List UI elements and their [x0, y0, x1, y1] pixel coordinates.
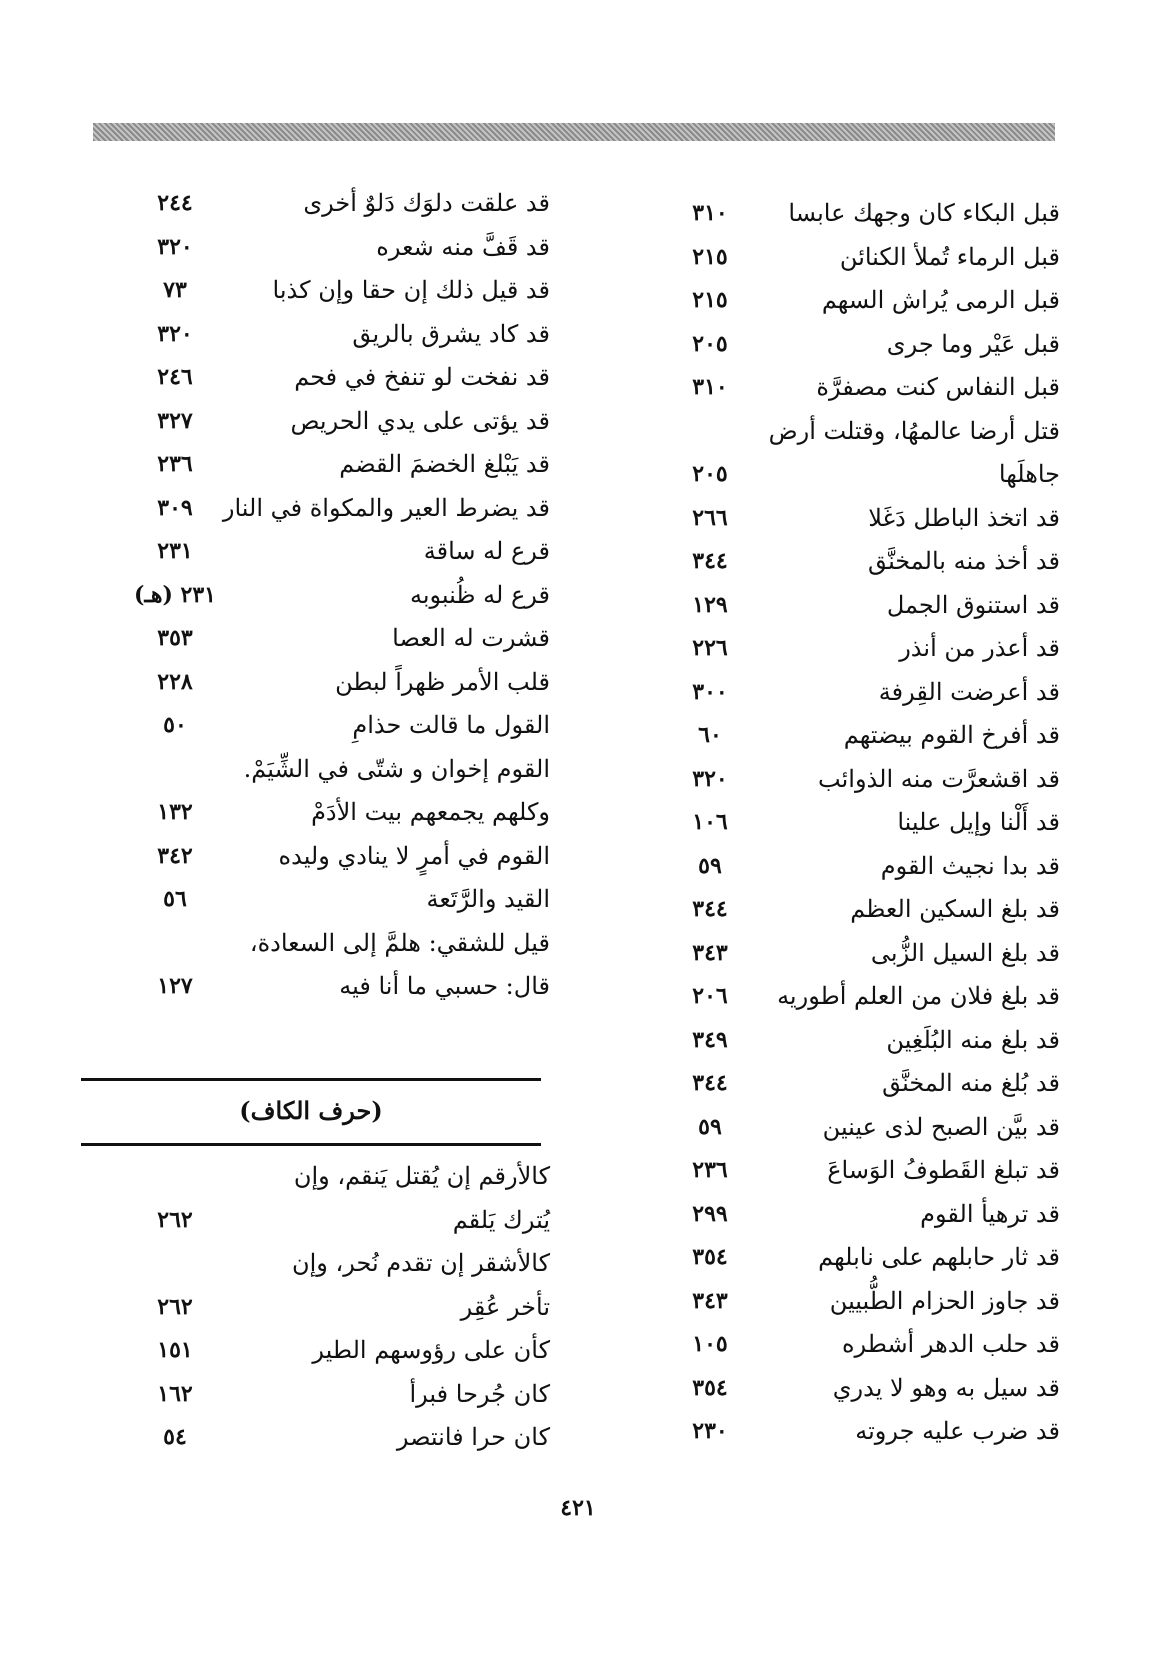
entry-page-number: ٣٤٢ — [157, 842, 193, 869]
index-entry — [80, 356, 580, 400]
section-rule-top — [81, 1078, 541, 1081]
entry-page-number: ٣٥٤ — [692, 1374, 728, 1401]
entry-page-number: ٢٢٦ — [692, 635, 728, 661]
index-entry — [650, 366, 1060, 410]
index-entry — [80, 182, 580, 226]
entry-page-number: ٢٦٦ — [692, 504, 728, 531]
index-entry — [650, 1019, 1060, 1063]
entry-text: كالأشقر إن تقدم نُحر، وإن — [291, 1249, 550, 1277]
entry-text: قد أعرضت القِرفة — [878, 677, 1060, 706]
entry-page-number: ٣٥٣ — [157, 625, 193, 651]
index-entry — [650, 410, 1060, 454]
entry-page-number: ٣٤٣ — [692, 1287, 728, 1314]
entry-text: قد بدا نجيث القوم — [880, 851, 1060, 880]
entry-page-number: ٢٤٤ — [157, 190, 193, 216]
entry-page-number: ٣٠٩ — [157, 494, 193, 521]
entry-page-number: ٢٠٥ — [692, 330, 728, 357]
index-entry — [650, 279, 1060, 323]
entry-page-number: ٣٢٧ — [157, 407, 193, 434]
entry-text: قد اتخذ الباطل دَغَلا — [868, 503, 1060, 532]
entry-text: قد تبلغ القَطوفُ الوَساعَ — [827, 1156, 1060, 1184]
entry-text: قرع له ساقة — [423, 537, 550, 565]
entry-text: قد بُلغ منه المخنَّق — [882, 1069, 1060, 1097]
index-entry — [650, 888, 1060, 932]
entry-text: كان حرا فانتصر — [396, 1423, 550, 1451]
index-entry — [650, 453, 1060, 497]
entry-page-number: ٢٣١ — [157, 538, 193, 564]
entry-text: كان جُرحا فبرأ — [409, 1379, 550, 1408]
index-entry — [650, 1106, 1060, 1150]
entry-page-number: ٣٤٩ — [692, 1026, 728, 1053]
entry-text: قد نفخت لو تنفخ في فحم — [294, 363, 550, 391]
entry-text: قد جاوز الحزام الطُّبيين — [829, 1286, 1060, 1315]
index-entry — [650, 627, 1060, 671]
entry-page-number: ١٠٥ — [692, 1331, 728, 1357]
index-entry — [80, 1286, 580, 1330]
index-column-right — [650, 192, 1060, 1454]
index-entry — [650, 1323, 1060, 1367]
entry-text: قد ترهيأ القوم — [920, 1199, 1060, 1228]
index-entry — [80, 835, 580, 879]
entry-text: قد بيَّن الصبح لذى عينين — [822, 1112, 1060, 1141]
entry-page-number: ٢٢٨ — [157, 668, 193, 695]
index-entry — [80, 443, 580, 487]
entry-page-number: ٣٤٤ — [692, 548, 728, 574]
entry-text: قد أعذر من أنذر — [899, 634, 1060, 662]
entry-page-number: ١٦٢ — [157, 1380, 193, 1407]
entry-page-number: ٥٩ — [698, 1113, 722, 1140]
index-entry — [650, 714, 1060, 758]
entry-text: قبل الرماء تُملأ الكنائن — [839, 242, 1060, 271]
entry-text: قد بلغ السكين العظم — [850, 895, 1060, 923]
entry-page-number: ٢١٥ — [692, 287, 728, 313]
index-entry — [650, 236, 1060, 280]
entry-page-number: ١٢٧ — [157, 973, 193, 999]
entry-page-number: ٣٤٤ — [692, 896, 728, 922]
index-entry — [80, 1199, 580, 1243]
index-entry — [80, 661, 580, 705]
index-entry — [650, 932, 1060, 976]
header-bar — [93, 123, 1055, 141]
entry-page-number: ٥٦ — [163, 886, 187, 912]
entry-page-number: ٣٢٠ — [692, 765, 728, 792]
entry-text: قبل النفاس كنت مصفرَّة — [816, 373, 1060, 401]
index-entry — [80, 791, 580, 835]
entry-text: قد يضرط العير والمكواة في النار — [222, 493, 550, 522]
entry-text: كأن على رؤوسهم الطير — [312, 1336, 550, 1364]
entry-page-number: ٧٣ — [163, 277, 187, 303]
entry-page-number: ٣٥٤ — [692, 1244, 728, 1270]
index-entry — [80, 530, 580, 574]
entry-text: القوم في أمرٍ لا ينادي وليده — [278, 841, 550, 870]
index-entry — [80, 617, 580, 661]
entry-text: وكلهم يجمعهم بيت الأدَمْ — [311, 798, 550, 826]
page-number: ٤٢١ — [560, 1495, 596, 1521]
entry-text: قد كاد يشرق بالريق — [352, 319, 550, 348]
index-entry — [80, 269, 580, 313]
index-entry — [650, 845, 1060, 889]
index-entry — [80, 487, 580, 531]
entry-text: قتل أرضا عالمهُا، وقتلت أرض — [768, 416, 1060, 445]
section-rule-bottom — [81, 1143, 541, 1146]
entry-text: قلب الأمر ظهراً لبطن — [335, 667, 550, 696]
entry-page-number: ٥٠ — [163, 712, 187, 738]
index-entry — [650, 192, 1060, 236]
index-entry — [650, 975, 1060, 1019]
entry-text: قد أَلْنا وإيل علينا — [897, 808, 1060, 836]
index-column-left-bottom — [80, 1155, 580, 1460]
entry-text: قد اقشعرَّت منه الذوائب — [818, 764, 1060, 793]
entry-page-number: ٢١٥ — [692, 243, 728, 270]
index-entry — [80, 574, 580, 618]
entry-page-number: ٥٩ — [698, 852, 722, 879]
index-entry — [80, 226, 580, 270]
entry-page-number: ١٥١ — [157, 1337, 193, 1363]
index-entry — [650, 1062, 1060, 1106]
index-entry — [650, 323, 1060, 367]
entry-page-number: ٣٠٠ — [692, 678, 728, 705]
entry-text: قال: حسبي ما أنا فيه — [339, 972, 550, 1000]
entry-page-number: ١٢٩ — [692, 591, 728, 618]
entry-text: قد سيل به وهو لا يدري — [832, 1373, 1060, 1402]
entry-text: قد استنوق الجمل — [886, 590, 1060, 619]
entry-page-number: ٣٢٠ — [157, 320, 193, 347]
index-entry — [650, 497, 1060, 541]
index-entry — [650, 584, 1060, 628]
entry-text: قد ضرب عليه جروته — [855, 1417, 1060, 1445]
entry-text: تأخر عُقِر — [460, 1292, 550, 1321]
entry-text: القوم إخوان و شتّى في الشِّيَمْ. — [243, 754, 550, 783]
entry-page-number: ٢٠٥ — [692, 461, 728, 487]
entry-page-number: ١٣٢ — [157, 799, 193, 825]
index-entry — [80, 1329, 580, 1373]
entry-text: قبل البكاء كان وجهك عابسا — [788, 199, 1060, 227]
index-entry — [80, 313, 580, 357]
entry-page-number: ٦٠ — [698, 722, 722, 748]
index-entry — [650, 1149, 1060, 1193]
index-entry — [650, 671, 1060, 715]
entry-text: قد حلب الدهر أشطره — [841, 1330, 1060, 1358]
entry-text: قبل الرمى يُراش السهم — [821, 286, 1060, 314]
index-entry — [80, 965, 580, 1009]
entry-page-number: ٢٤٦ — [157, 364, 193, 390]
entry-text: القيد والرَّتَعة — [426, 885, 550, 913]
index-entry — [650, 1410, 1060, 1454]
index-entry — [650, 1236, 1060, 1280]
entry-page-number: ٢٦٢ — [157, 1206, 193, 1233]
index-entry — [80, 748, 580, 792]
entry-page-number: ٢٣٦ — [692, 1157, 728, 1183]
entry-text: قرع له ظُنبوبه — [409, 580, 550, 609]
entry-page-number: ٣١٠ — [692, 374, 728, 400]
entry-text: قد علقت دلوَك دَلوٌ أخرى — [303, 189, 550, 217]
index-entry — [650, 1193, 1060, 1237]
entry-text: قد يؤتى على يدي الحريص — [290, 406, 550, 435]
entry-text: قد بلغ السيل الزُّبى — [870, 938, 1060, 967]
entry-text: جاهلَها — [998, 460, 1060, 488]
index-column-left-top — [80, 182, 580, 1009]
entry-page-number: ٢٣٦ — [157, 451, 193, 477]
index-entry — [80, 1373, 580, 1417]
entry-text: كالأرقم إن يُقتل يَنقم، وإن — [293, 1162, 550, 1190]
index-entry — [80, 922, 580, 966]
entry-text: قبل عَيْر وما جرى — [886, 329, 1060, 358]
index-entry — [650, 801, 1060, 845]
index-entry — [650, 758, 1060, 802]
index-entry — [80, 1155, 580, 1199]
index-entry — [650, 1367, 1060, 1411]
index-entry — [650, 540, 1060, 584]
index-entry — [80, 704, 580, 748]
entry-text: قيل للشقي: هلمَّ إلى السعادة، — [249, 928, 550, 957]
index-entry — [80, 400, 580, 444]
index-entry — [80, 878, 580, 922]
section-heading: (حرف الكاف) — [239, 1096, 383, 1125]
entry-page-number: ٣٤٤ — [692, 1070, 728, 1096]
index-entry — [80, 1416, 580, 1460]
entry-text: قد قَفَّ منه شعره — [376, 232, 550, 261]
entry-page-number: ٣٤٣ — [692, 939, 728, 966]
entry-page-number: ٢٩٩ — [692, 1200, 728, 1227]
entry-page-number: ٢٦٢ — [157, 1293, 193, 1320]
index-entry — [80, 1242, 580, 1286]
entry-page-number: ٣٢٠ — [157, 233, 193, 260]
entry-text: قشرت له العصا — [392, 624, 550, 652]
entry-page-number: ٥٤ — [163, 1424, 187, 1450]
entry-text: يُترك يَلقم — [452, 1205, 550, 1234]
entry-text: القول ما قالت حذامِ — [352, 711, 550, 739]
entry-page-number: ٢٣٠ — [692, 1418, 728, 1444]
entry-text: قد يَبْلغ الخضمَ القضم — [339, 450, 550, 478]
entry-page-number: ٢٣١ (هـ) — [134, 581, 216, 608]
entry-text: قد أخذ منه بالمخنَّق — [868, 547, 1060, 575]
entry-page-number: ٣١٠ — [692, 200, 728, 226]
entry-text: قد ثار حابلهم على نابلهم — [818, 1243, 1060, 1271]
entry-text: قد بلغ منه البُلَغِين — [886, 1025, 1060, 1054]
entry-page-number: ١٠٦ — [692, 809, 728, 835]
entry-text: قد قيل ذلك إن حقا وإن كذبا — [272, 276, 550, 304]
entry-page-number: ٢٠٦ — [692, 983, 728, 1009]
entry-text: قد بلغ فلان من العلم أطوريه — [777, 982, 1060, 1010]
entry-text: قد أفرخ القوم بيضتهم — [843, 721, 1060, 749]
index-entry — [650, 1280, 1060, 1324]
